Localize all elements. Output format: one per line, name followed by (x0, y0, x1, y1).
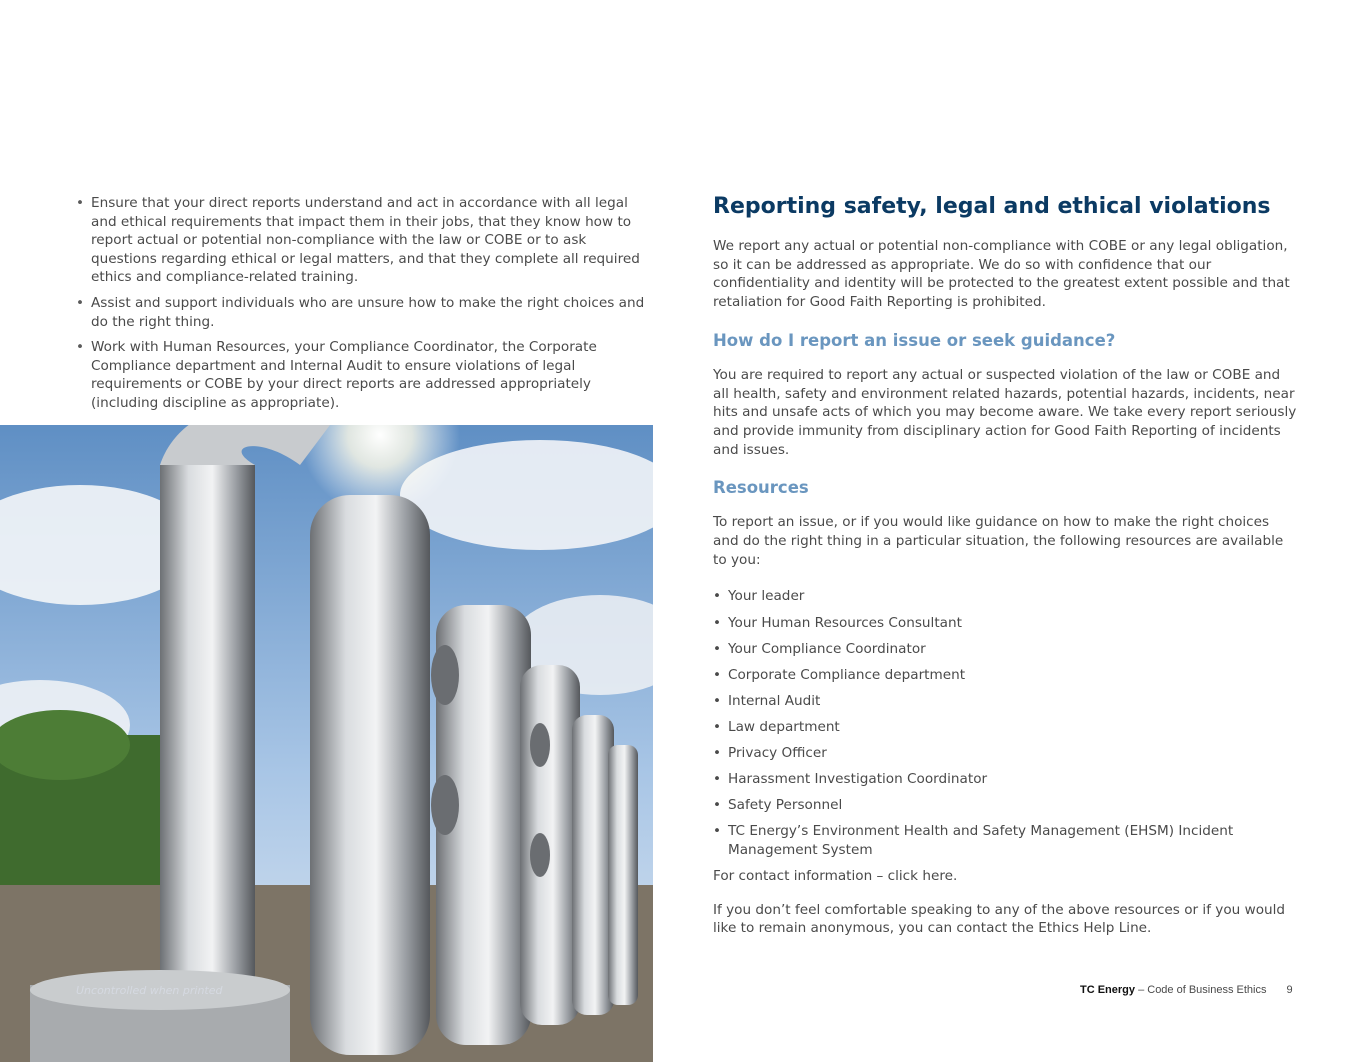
list-item: • TC Energy’s Environment Health and Safety Management (EHSM) Incident Management System (713, 822, 1298, 859)
resources-intro: To report an issue, or if you would like guidance on how to make the right choices and do the right thing in a particular situation, the following resources are available to you: (713, 514, 1284, 568)
list-item: • Assist and support individuals who are unsure how to make the right choices and do the right thing. (76, 294, 656, 331)
industrial-tanks-photo (0, 425, 653, 1062)
resources-list (713, 587, 1298, 859)
list-item: • Your Human Resources Consultant (713, 614, 1298, 633)
resources-heading: Resources (713, 478, 809, 498)
list-item: • Corporate Compliance department (713, 666, 1298, 685)
anonymous-paragraph: If you don’t feel comfortable speaking to any of the above resources or if you would like to remain anonymous, you can contact the Ethics Help Line. (713, 901, 1286, 937)
how-to-report-heading: How do I report an issue or seek guidance? (713, 330, 1116, 350)
list-item: • Internal Audit (713, 692, 1298, 711)
footer-document-title: – Code of Business Ethics (1135, 984, 1267, 996)
uncontrolled-watermark: Uncontrolled when printed (76, 984, 223, 997)
list-item: • Work with Human Resources, your Compliance Coordinator, the Corporate Compliance department and Internal Audit to ensure violations of legal requirements or COBE by your direct reports are addressed appropriately (including discipline as appropriate). (76, 338, 656, 412)
leader-responsibilities-list (76, 194, 656, 413)
page-number: 9 (1286, 984, 1293, 996)
page-title: Reporting safety, legal and ethical violations (713, 194, 1271, 219)
left-column (76, 194, 656, 420)
how-to-report-paragraph: You are required to report any actual or suspected violation of the law or COBE and all health, safety and environment related hazards, potential hazards, incidents, near hits and unsafe acts of which you may become aware. We take every report seriously and provide immunity from disciplinary action for Good Faith Reporting of incidents and issues. (713, 366, 1297, 458)
list-item: • Law department (713, 718, 1298, 737)
intro-paragraph: We report any actual or potential non-compliance with COBE or any legal obligation, so it can be addressed as appropriate. We do so with confidence that our confidentiality and identity will be protected to the greatest extent possible and that retaliation for Good Faith Reporting is prohibited. (713, 238, 1290, 311)
list-item: • Harassment Investigation Coordinator (713, 770, 1298, 789)
contact-information-link[interactable]: For contact information – click here. (713, 868, 958, 885)
list-item: • Ensure that your direct reports understand and act in accordance with all legal and ethical requirements that impact them in their jobs, that they know how to report actual or potential non-compliance with the law or COBE or to ask questions regarding ethical or legal matters, and that they complete all required ethics and compliance-related training. (76, 194, 656, 287)
list-item: • Safety Personnel (713, 796, 1298, 815)
list-item: • Your leader (713, 587, 1298, 606)
list-item: • Privacy Officer (713, 744, 1298, 763)
list-item: • Your Compliance Coordinator (713, 640, 1298, 659)
right-column (713, 192, 1298, 956)
footer-brand: TC Energy (1080, 984, 1136, 996)
page-footer (1080, 984, 1293, 996)
